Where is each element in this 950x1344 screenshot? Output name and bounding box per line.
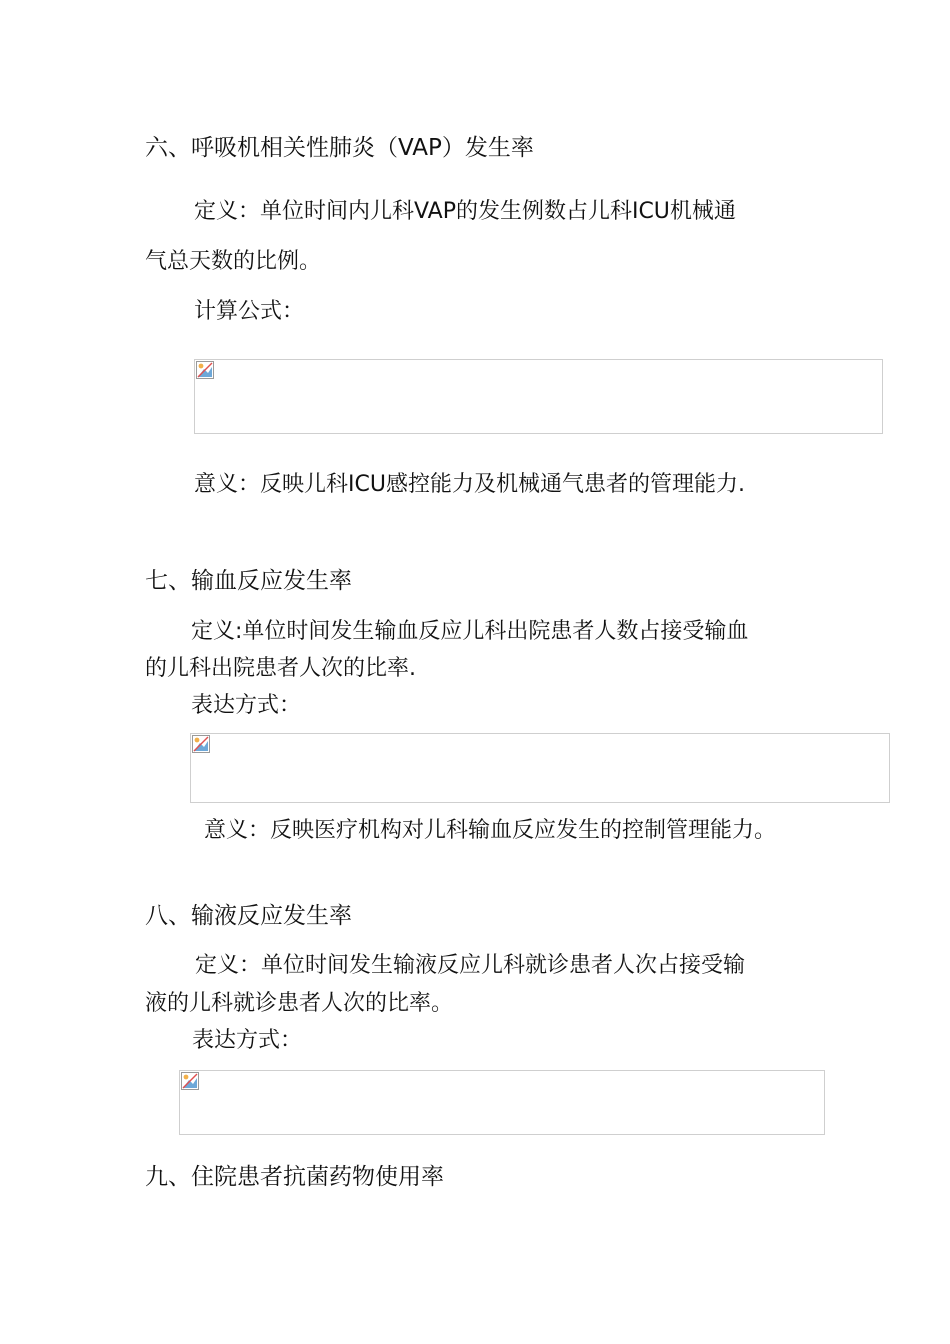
section-8-definition-line1: 定义：单位时间发生输液反应儿科就诊患者人次占接受输 [195, 953, 746, 978]
section-9-heading: 九、住院患者抗菌药物使用率 [145, 1164, 444, 1190]
section-7-heading: 七、输血反应发生率 [145, 568, 352, 594]
section-8-heading: 八、输液反应发生率 [145, 903, 352, 929]
formula-image [190, 733, 890, 803]
broken-image-icon [196, 361, 214, 379]
section-7-definition-line1: 定义:单位时间发生输血反应儿科出院患者人数占接受输血 [191, 619, 749, 644]
section-6-significance: 意义：反映儿科ICU感控能力及机械通气患者的管理能力. [194, 472, 745, 497]
section-7-definition-line2: 的儿科出院患者人次的比率. [145, 656, 416, 681]
section-7-significance: 意义：反映医疗机构对儿科输血反应发生的控制管理能力。 [204, 818, 777, 843]
broken-image-icon [192, 735, 210, 753]
formula-image [194, 359, 883, 434]
section-6-formula-label: 计算公式： [194, 299, 305, 324]
broken-image-icon [181, 1072, 199, 1090]
section-7-formula-label: 表达方式： [191, 693, 302, 718]
section-8-definition-line2: 液的儿科就诊患者人次的比率。 [145, 991, 454, 1016]
section-6-definition-line1: 定义：单位时间内儿科VAP的发生例数占儿科ICU机械通 [194, 199, 736, 224]
section-6-heading: 六、呼吸机相关性肺炎（VAP）发生率 [145, 135, 534, 161]
section-6-definition-line2: 气总天数的比例。 [145, 249, 322, 274]
formula-image [179, 1070, 825, 1135]
section-8-formula-label: 表达方式： [192, 1028, 303, 1053]
